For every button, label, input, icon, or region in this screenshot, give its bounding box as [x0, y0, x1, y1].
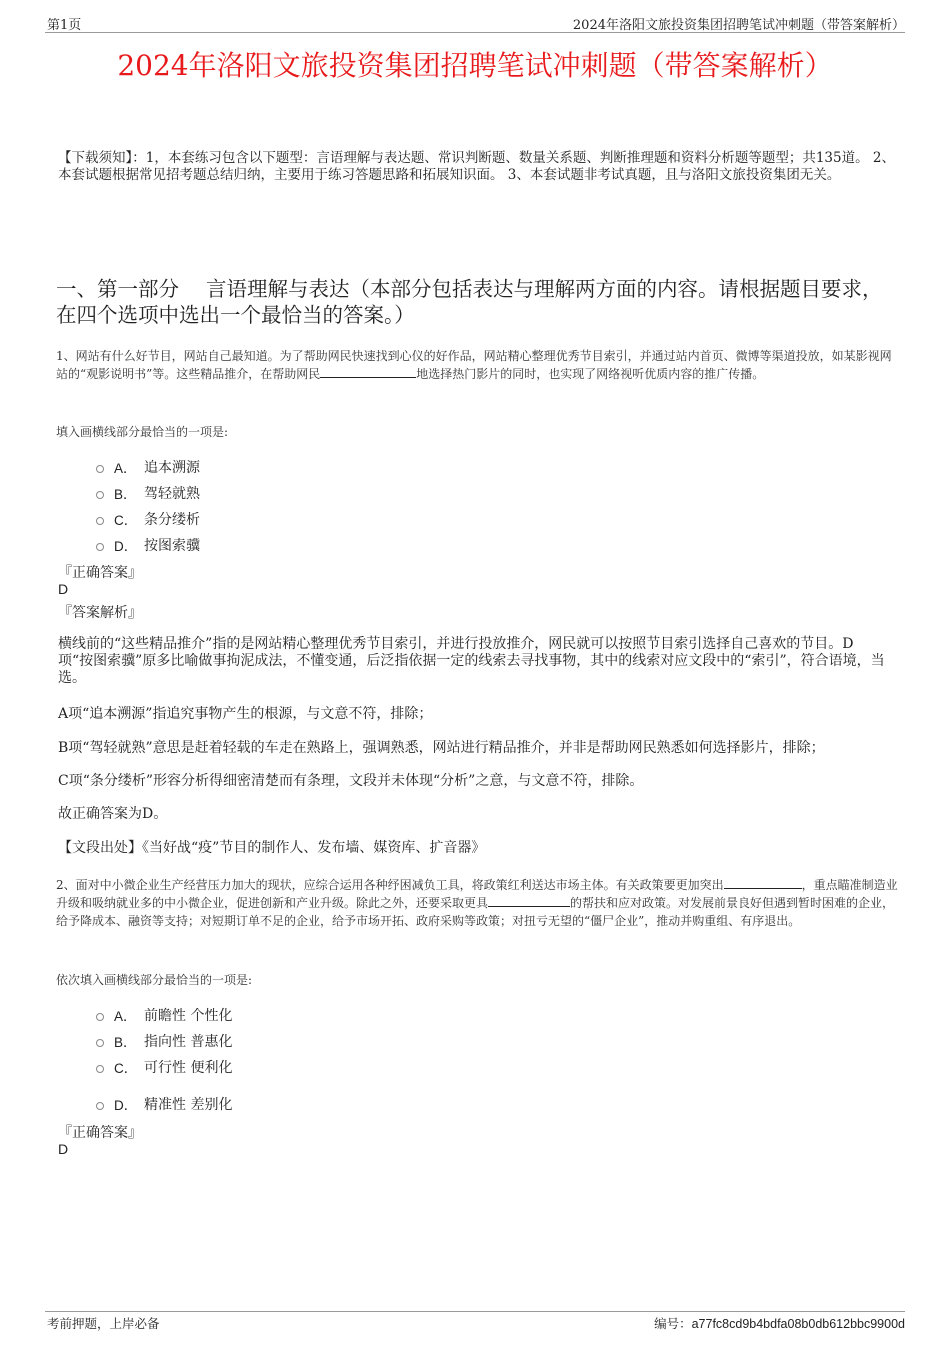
- question-1-source: 【文段出处】《当好战“疫”节目的制作人、发布墙、媒资库、扩音器》: [58, 840, 486, 856]
- radio-icon[interactable]: [96, 1065, 104, 1073]
- question-1-analysis-c: C项“条分缕析”形容分析得细密清楚而有条理，文段并未体现“分析”之意，与文意不符，排除。: [58, 773, 644, 789]
- radio-icon[interactable]: [96, 1013, 104, 1021]
- question-1-analysis-a: A项“追本溯源”指追究事物产生的根源，与文意不符，排除；: [58, 706, 433, 722]
- radio-icon[interactable]: [96, 491, 104, 499]
- radio-icon[interactable]: [96, 1039, 104, 1047]
- question-2-option-d[interactable]: D． 精准性 差别化: [96, 1094, 232, 1114]
- question-2-option-a[interactable]: A． 前瞻性 个性化: [96, 1005, 232, 1025]
- download-notice: 【下载须知】：1，本套练习包含以下题型：言语理解与表达题、常识判断题、数量关系题、判断推理题和资料分析题等题型；共135道。 2、本套试题根据常见招考题总结归纳，主要用于练习答题思路和拓展知识面。 3、本套试题非考试真题，且与洛阳文旅投资集团无关。: [58, 150, 895, 183]
- question-1-analysis-b: B项“驾轻就熟”意思是赶着轻载的车走在熟路上，强调熟悉，网站进行精品推介，并非是帮助网民熟悉如何选择影片，排除；: [58, 740, 825, 756]
- radio-icon[interactable]: [96, 517, 104, 525]
- question-2-answer-label: 『正确答案』: [58, 1125, 142, 1141]
- question-2-prompt: 依次填入画横线部分最恰当的一项是:: [56, 973, 253, 987]
- radio-icon[interactable]: [96, 465, 104, 473]
- question-1-stem-after: 地选择热门影片的同时，也实现了网络视听优质内容的推广传播。: [416, 367, 765, 381]
- section-heading: 一、第一部分 言语理解与表达（本部分包括表达与理解两方面的内容。请根据题目要求，在四个选项中选出一个最恰当的答案。）: [56, 277, 883, 327]
- question-2-option-b[interactable]: B． 指向性 普惠化: [96, 1031, 232, 1051]
- footer-slogan: 考前押题，上岸必备: [47, 1316, 160, 1331]
- page-title: 2024年洛阳文旅投资集团招聘笔试冲刺题（带答案解析）: [117, 49, 833, 82]
- header-doc-title: 2024年洛阳文旅投资集团招聘笔试冲刺题（带答案解析）: [572, 18, 905, 33]
- question-2-blank-2: [488, 894, 570, 907]
- radio-icon[interactable]: [96, 1102, 104, 1110]
- question-1-option-c[interactable]: C． 条分缕析: [96, 509, 200, 529]
- question-1-stem-before: 1、网站有什么好节目，网站自己最知道。为了帮助网民快速找到心仪的好作品，网站精心整理优秀节目索引，并通过站内首页、微博等渠道投放，如某影视网站的“观影说明书”等。这些精品推介，在帮助网民: [56, 349, 892, 381]
- radio-icon[interactable]: [96, 543, 104, 551]
- question-1-blank: [320, 365, 416, 378]
- question-2-stem: 2、面对中小微企业生产经营压力加大的现状，应综合运用各种纾困减负工具，将政策红利送达市场主体。有关政策要更加突出 ，重点瞄准制造业升级和吸纳就业多的中小微企业，促进创新和产业升级。除此之外，还要采取更具 的帮扶和应对政策。对发展前景良好但遇到暂时困难的企业，给予降成本、融资等支持；对短期订单不足的企业，给予市场开拓、政府采购等政策；对扭亏无望的“僵尸企业”，推动并购重组、有序退出。: [56, 878, 898, 928]
- footer-divider: [45, 1311, 905, 1312]
- question-1-option-b[interactable]: B． 驾轻就熟: [96, 483, 200, 503]
- document-code: a77fc8cd9b4bdfa08b0db612bbc9900d: [691, 1317, 905, 1331]
- question-1-conclusion: 故正确答案为D。: [58, 806, 168, 822]
- question-1-option-a[interactable]: A． 追本溯源: [96, 457, 200, 477]
- question-1-stem: [56, 347, 902, 383]
- question-2-option-c[interactable]: C． 可行性 便利化: [96, 1057, 232, 1077]
- question-1-prompt: 填入画横线部分最恰当的一项是:: [56, 425, 229, 439]
- question-1-analysis-label: 『答案解析』: [58, 605, 142, 621]
- question-1-answer-label: 『正确答案』: [58, 565, 142, 581]
- question-1-answer: D: [58, 581, 69, 597]
- question-1-option-d[interactable]: D． 按图索骥: [96, 535, 200, 555]
- footer-code: 编号：a77fc8cd9b4bdfa08b0db612bbc9900d: [654, 1316, 905, 1331]
- question-2-blank-1: [724, 876, 802, 889]
- question-1-analysis-main: 横线前的“这些精品推介”指的是网站精心整理优秀节目索引，并进行投放推介，网民就可以按照节目索引选择自己喜欢的节目。D项“按图索骥”原多比喻做事拘泥成法，不懂变通，后泛指依据一定的线索去寻找事物，其中的线索对应文段中的“索引”，符合语境，当选。: [58, 636, 885, 686]
- page-number: 第1页: [47, 18, 82, 33]
- question-2-answer: D: [58, 1141, 69, 1157]
- header-divider: [45, 32, 905, 33]
